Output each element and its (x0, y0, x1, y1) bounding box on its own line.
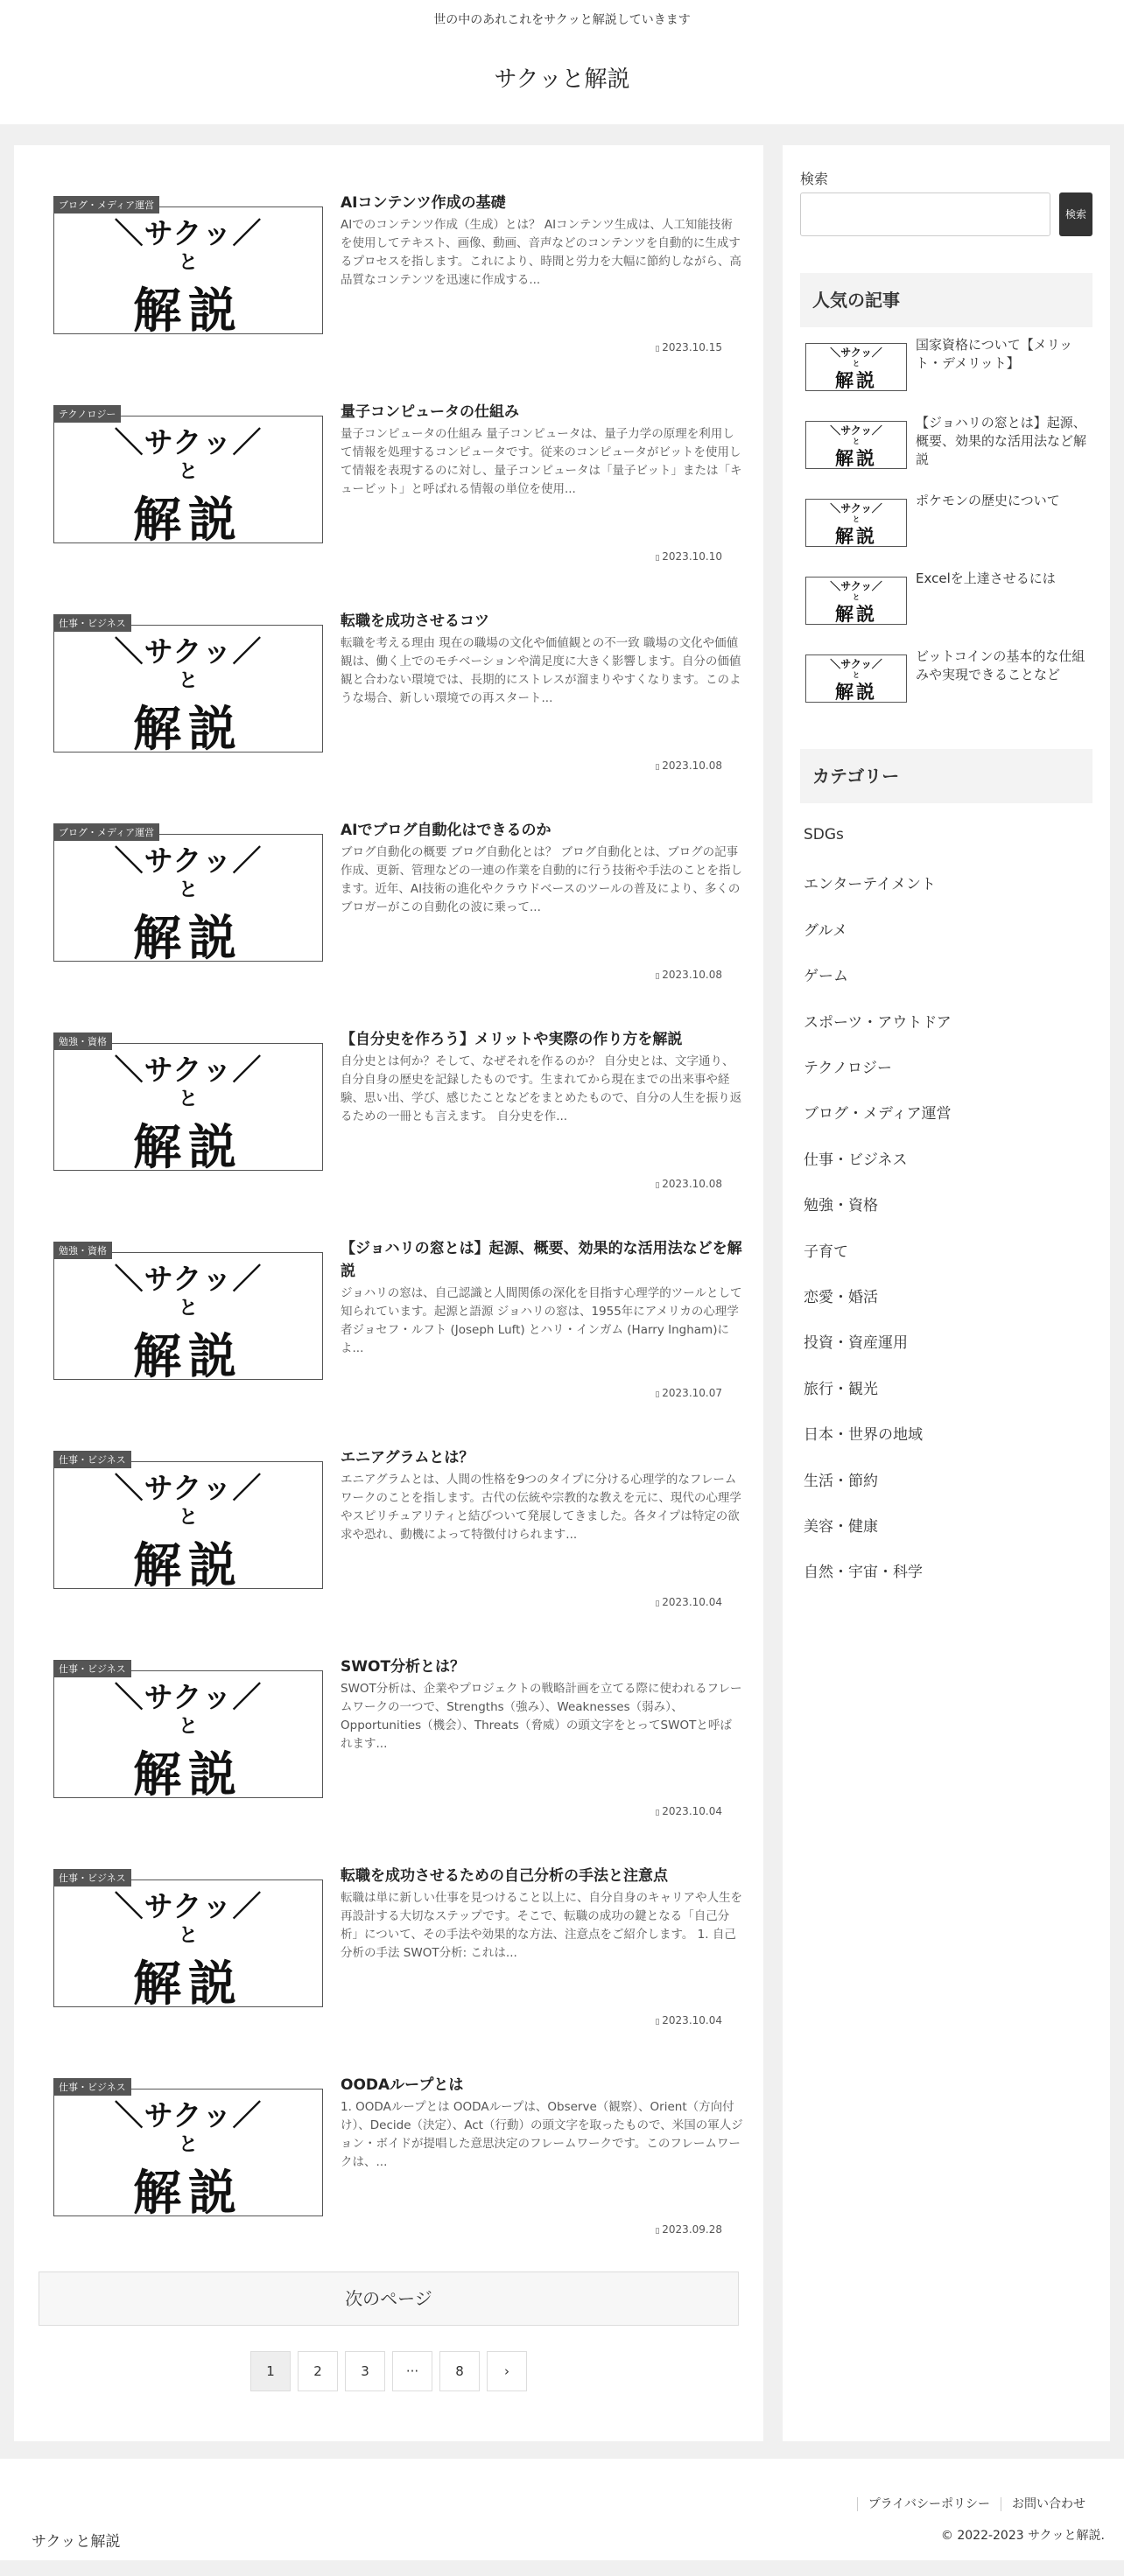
article-date (655, 550, 722, 563)
thumbnail-text: ＼サクッ／ (114, 2098, 263, 2132)
article-date-value: 2023.10.04 (662, 2014, 722, 2026)
article-excerpt: 量子コンピュータの仕組み 量子コンピュータは、量子力学の原理を利用して情報を処理するコンピュータです。従来のコンピュータがビットを使用して情報を表現するのに対し、量子コンピュータは「量子ビット」または「キュービット」と呼ばれる情報の単位を使用... (341, 427, 742, 496)
thumbnail-text: ＼サクッ／ (114, 216, 263, 250)
thumbnail-text: ＼サクッ／ (830, 346, 882, 359)
category-link[interactable]: グルメ (804, 921, 847, 940)
search-input[interactable] (800, 192, 1050, 236)
clock-icon: ▯ (655, 1809, 663, 1817)
article-card[interactable] (14, 1609, 763, 1818)
article-date-value: 2023.10.10 (662, 550, 722, 563)
category-link[interactable]: 旅行・観光 (804, 1380, 878, 1398)
article-date-value: 2023.09.28 (662, 2223, 722, 2236)
search-label: 検索 (800, 171, 829, 187)
article-date (655, 1178, 722, 1190)
thumbnail-text: ＼サクッ／ (114, 1053, 263, 1087)
category-link[interactable]: エンターテイメント (804, 876, 936, 894)
thumbnail-text: と (178, 461, 198, 483)
category-link[interactable]: 自然・宇宙・科学 (804, 1564, 923, 1582)
category-label: 仕事・ビジネス (53, 614, 131, 632)
thumbnail-text: 解説 (132, 1119, 243, 1171)
sidebar (783, 145, 1110, 2441)
category-label: ブログ・メディア運営 (53, 823, 159, 841)
category-label: 勉強・資格 (53, 1032, 112, 1050)
article-date-value: 2023.10.15 (662, 341, 722, 354)
clock-icon: ▯ (655, 2018, 663, 2026)
footer-site-title[interactable]: サクッと解説 (32, 2533, 121, 2551)
popular-post[interactable] (805, 414, 1091, 469)
article-excerpt: SWOT分析は、企業やプロジェクトの戦略計画を立てる際に使われるフレームワークの一つで、Strengths（強み）、Weaknesses（弱み）、Opportunities（機会）、Threats（脅威）の頭文字をとってSWOTと呼ばれます... (341, 1682, 742, 1751)
popular-post-title[interactable]: ビットコインの基本的な仕組みや実現できることなど (916, 648, 1085, 682)
category-label: 勉強・資格 (53, 1242, 112, 1259)
next-page-arrow[interactable]: › (487, 2351, 527, 2391)
article-title[interactable]: AIコンテンツ作成の基礎 (341, 194, 506, 212)
article-date (655, 1596, 722, 1608)
article-date-value: 2023.10.04 (662, 1596, 722, 1608)
thumbnail-text: 解説 (132, 910, 243, 962)
popular-post-title[interactable]: ポケモンの歴史について (916, 493, 1060, 508)
popular-post-thumbnail[interactable] (805, 577, 907, 625)
article-title[interactable]: 量子コンピュータの仕組み (341, 403, 519, 421)
thumbnail-text: ＼サクッ／ (830, 658, 882, 670)
page-number[interactable]: ··· (392, 2351, 432, 2391)
article-thumbnail[interactable] (53, 2089, 323, 2216)
article-title[interactable]: AIでブログ自動化はできるのか (341, 822, 551, 839)
contact-link[interactable]: お問い合わせ (1001, 2497, 1096, 2511)
category-label: 仕事・ビジネス (53, 2078, 131, 2096)
article-card[interactable] (14, 564, 763, 773)
page-number[interactable]: 1 (250, 2351, 291, 2391)
category-link[interactable]: SDGs (804, 826, 844, 844)
article-excerpt: エニアグラムとは、人間の性格を9つのタイプに分ける心理学的なフレームワークのことを指します。古代の伝統や宗教的な教えを元に、現代の心理学やスピリチュアリティと結びついて発展してきました。各タイプは特定の欲求や恐れ、動機によって特徴付けられます... (341, 1473, 741, 1542)
thumbnail-text: 解説 (132, 1537, 243, 1589)
article-card[interactable] (14, 145, 763, 354)
category-link[interactable]: 美容・健康 (804, 1518, 878, 1536)
category-link[interactable]: 日本・世界の地域 (804, 1426, 923, 1445)
article-date-value: 2023.10.08 (662, 760, 722, 772)
category-label: ブログ・メディア運営 (53, 196, 159, 214)
thumbnail-text: と (853, 438, 860, 445)
thumbnail-text: ＼サクッ／ (114, 1262, 263, 1296)
thumbnail-text: と (178, 1925, 198, 1947)
search-button[interactable]: 検索 (1059, 192, 1092, 236)
popular-post-thumbnail[interactable] (805, 499, 907, 547)
thumbnail-text: 解説 (132, 283, 243, 334)
article-date-value: 2023.10.08 (662, 969, 722, 981)
article-excerpt: ジョハリの窓は、自己認識と人間関係の深化を目指す心理学的ツールとして知られています。起源と語源 ジョハリの窓は、1955年にアメリカの心理学者ジョセフ・ルフト (Joseph Luft) とハリ・インガム (Harry Ingham)によ... (341, 1286, 742, 1355)
page-number[interactable]: 2 (298, 2351, 338, 2391)
article-thumbnail[interactable] (53, 416, 323, 543)
thumbnail-text: 解説 (835, 526, 877, 547)
article-date-value: 2023.10.08 (662, 1178, 722, 1190)
category-link[interactable]: 勉強・資格 (804, 1197, 878, 1215)
thumbnail-text: 解説 (132, 1746, 243, 1798)
article-title[interactable]: 【ジョハリの窓とは】起源、概要、効果的な活用法などを解説 (341, 1240, 742, 1280)
article-date (655, 760, 722, 772)
article-title[interactable]: 転職を成功させるコツ (341, 612, 489, 630)
article-date (655, 341, 722, 354)
popular-post[interactable] (805, 570, 1091, 625)
thumbnail-text: 解説 (835, 604, 877, 625)
article-excerpt: 自分史とは何か？そして、なぜそれを作るのか？ 自分史とは、文字通り、自分自身の歴史を記録したものです。生まれてから現在までの出来事や経験、思い出、学び、感じたことなどをまとめたもので、自分の人生を振り返るための一冊とも言えます。 自分史を作... (341, 1054, 742, 1124)
article-list (14, 145, 763, 2441)
clock-icon: ▯ (655, 1181, 663, 1190)
next-page-button[interactable]: 次のページ (39, 2272, 739, 2326)
article-thumbnail[interactable] (53, 1043, 323, 1171)
clock-icon: ▯ (655, 763, 663, 772)
footer-links (857, 2495, 1096, 2512)
thumbnail-text: ＼サクッ／ (114, 844, 263, 878)
article-title[interactable]: SWOT分析とは？ (341, 1658, 466, 1676)
popular-post-thumbnail[interactable] (805, 343, 907, 391)
article-thumbnail[interactable] (53, 834, 323, 962)
clock-icon: ▯ (655, 1600, 663, 1608)
thumbnail-text: 解説 (835, 682, 877, 703)
category-label: 仕事・ビジネス (53, 1451, 131, 1468)
article-excerpt: 転職を考える理由 現在の職場の文化や価値観との不一致 職場の文化や価値観は、働く上でのモチベーションや満足度に大きく影響します。自分の価値観と合わない環境では、長期的にストレスが溜まりやすくなります。このような場合、新しい環境での再スタート... (341, 636, 741, 705)
article-card[interactable] (14, 773, 763, 982)
popular-post-thumbnail[interactable] (805, 421, 907, 469)
thumbnail-text: ＼サクッ／ (114, 425, 263, 459)
category-label: テクノロジー (53, 405, 121, 423)
category-link[interactable]: テクノロジー (804, 1060, 892, 1077)
article-excerpt: 1. OODAループとは OODAループは、Observe（観察）、Orient（方向付け）、Decide（決定）、Act（行動）の頭文字を取ったもので、米国の軍人ジョン・ボイドが提唱した意思決定のフレームワークです。このフレームワークは、... (341, 2100, 743, 2169)
thumbnail-text: 解説 (132, 701, 243, 752)
article-thumbnail[interactable] (53, 206, 323, 334)
article-card[interactable] (14, 354, 763, 564)
thumbnail-text: と (178, 1716, 198, 1738)
category-link[interactable]: 仕事・ビジネス (804, 1151, 908, 1169)
clock-icon: ▯ (655, 2227, 663, 2236)
category-link[interactable]: 生活・節約 (804, 1472, 878, 1490)
thumbnail-text: 解説 (132, 1328, 243, 1380)
thumbnail-text: 解説 (835, 448, 877, 469)
article-thumbnail[interactable] (53, 625, 323, 752)
thumbnail-text: ＼サクッ／ (830, 424, 882, 437)
clock-icon: ▯ (655, 345, 663, 354)
thumbnail-text: 解説 (132, 1956, 243, 2007)
page-number[interactable]: 8 (439, 2351, 480, 2391)
thumbnail-text: と (178, 1507, 198, 1529)
thumbnail-text: ＼サクッ／ (114, 634, 263, 668)
popular-post-title[interactable]: Excelを上達させるには (916, 570, 1056, 586)
article-excerpt: 転職は単に新しい仕事を見つけること以上に、自分自身のキャリアや人生を再設計する大切なステップです。そこで、転職の成功の鍵となる「自己分析」について、その手法や効果的な方法、注意点をご紹介します。 1. 自己分析の手法 SWOT分析: これは... (341, 1891, 742, 1960)
thumbnail-text: と (178, 879, 198, 901)
site-tagline: 世の中のあれこれをサクッと解説していきます (433, 13, 691, 27)
category-link[interactable]: ゲーム (804, 968, 848, 986)
article-card[interactable] (14, 1818, 763, 2027)
article-card[interactable] (14, 1400, 763, 1609)
article-excerpt: AIでのコンテンツ作成（生成）とは？ AIコンテンツ生成は、人工知能技術を使用してテキスト、画像、動画、音声などのコンテンツを自動的に生成するプロセスを指します。これにより、時間と労力を大幅に節約しながら、高品質なコンテンツを迅速に作成する... (341, 218, 741, 287)
thumbnail-text: 解説 (835, 370, 877, 391)
site-header (0, 0, 1124, 124)
popular-post-title[interactable]: 【ジョハリの窓とは】起源、概要、効果的な活用法など解説 (916, 415, 1087, 467)
thumbnail-text: ＼サクッ／ (830, 502, 882, 514)
category-link[interactable]: ブログ・メディア運営 (804, 1105, 952, 1124)
article-date-value: 2023.10.07 (662, 1387, 722, 1399)
clock-icon: ▯ (655, 554, 663, 563)
thumbnail-text: ＼サクッ／ (114, 1889, 263, 1923)
article-thumbnail[interactable] (53, 1670, 323, 1798)
article-date (655, 2223, 722, 2236)
privacy-policy-link[interactable]: プライバシーポリシー (857, 2497, 1001, 2511)
category-label: 仕事・ビジネス (53, 1869, 131, 1886)
article-card[interactable] (14, 2027, 763, 2236)
popular-heading: 人気の記事 (800, 273, 1092, 327)
popular-post[interactable] (805, 492, 1091, 547)
article-date (655, 2014, 722, 2026)
popular-post[interactable] (805, 336, 1091, 391)
article-thumbnail[interactable] (53, 1252, 323, 1380)
thumbnail-text: と (178, 1088, 198, 1110)
article-excerpt: ブログ自動化の概要 ブログ自動化とは？ ブログ自動化とは、ブログの記事作成、更新、管理などの一連の作業を自動的に行う技術や手法のことを指します。近年、AI技術の進化やクラウドベースのツールの普及により、多くのブロガーがこの自動化の波に乗って... (341, 845, 742, 914)
thumbnail-text: と (178, 670, 198, 692)
article-title[interactable]: 【自分史を作ろう】メリットや実際の作り方を解説 (341, 1031, 683, 1048)
page-number[interactable]: 3 (345, 2351, 385, 2391)
category-link[interactable]: 子育て (804, 1242, 848, 1261)
thumbnail-text: ＼サクッ／ (114, 1680, 263, 1714)
article-title[interactable]: OODAループとは (341, 2076, 464, 2094)
thumbnail-text: ＼サクッ／ (114, 1471, 263, 1505)
thumbnail-text: と (178, 252, 198, 274)
article-date (655, 969, 722, 981)
thumbnail-text: と (178, 2134, 198, 2156)
article-date (655, 1387, 722, 1399)
popular-post-thumbnail[interactable] (805, 654, 907, 703)
article-date (655, 1805, 722, 1817)
categories-heading: カテゴリー (800, 749, 1092, 803)
thumbnail-text: 解説 (132, 492, 243, 543)
article-date-value: 2023.10.04 (662, 1805, 722, 1817)
category-link[interactable]: 投資・資産運用 (804, 1334, 908, 1353)
category-label: 仕事・ビジネス (53, 1660, 131, 1677)
thumbnail-text: と (853, 593, 860, 601)
thumbnail-text: ＼サクッ／ (830, 580, 882, 592)
clock-icon: ▯ (655, 972, 663, 981)
article-card[interactable] (14, 1191, 763, 1400)
pagination (250, 2351, 527, 2391)
site-footer (0, 2459, 1124, 2560)
thumbnail-text: 解説 (132, 2165, 243, 2216)
footer-copyright: © 2022-2023 サクッと解説. (940, 2529, 1105, 2543)
popular-post-title[interactable]: 国家資格について【メリット・デメリット】 (916, 337, 1073, 371)
article-thumbnail[interactable] (53, 1461, 323, 1589)
thumbnail-text: と (853, 671, 860, 679)
popular-post[interactable] (805, 648, 1091, 703)
article-title[interactable]: 転職を成功させるための自己分析の手法と注意点 (341, 1867, 668, 1885)
site-title[interactable]: サクッと解説 (494, 66, 630, 93)
thumbnail-text: と (853, 360, 860, 368)
article-thumbnail[interactable] (53, 1880, 323, 2007)
article-title[interactable]: エニアグラムとは？ (341, 1449, 474, 1466)
category-link[interactable]: 恋愛・婚活 (804, 1289, 878, 1306)
category-link[interactable]: スポーツ・アウトドア (804, 1013, 952, 1032)
thumbnail-text: と (178, 1298, 198, 1320)
clock-icon: ▯ (655, 1390, 663, 1399)
article-card[interactable] (14, 982, 763, 1191)
thumbnail-text: と (853, 515, 860, 523)
